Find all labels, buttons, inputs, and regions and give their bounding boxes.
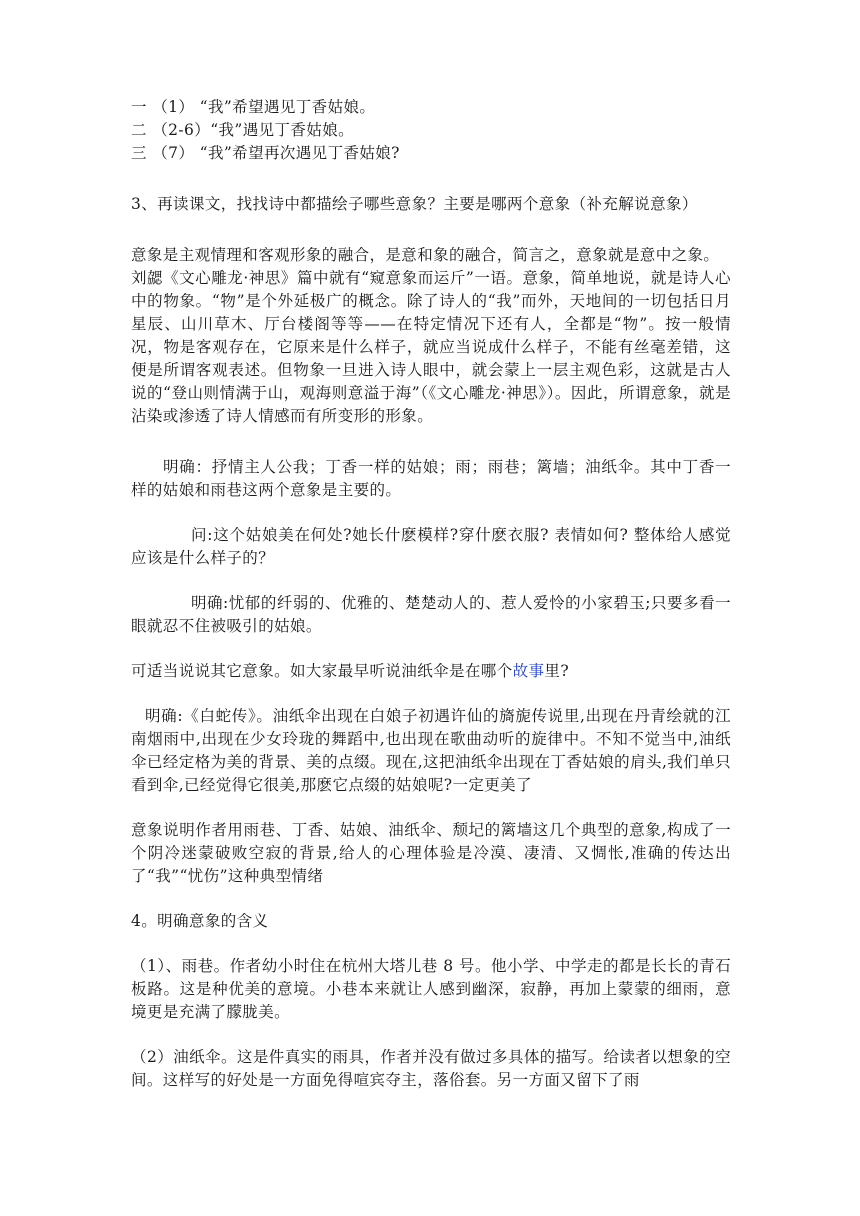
question-4-heading: 4。明确意象的含义 — [131, 912, 269, 930]
imagery-item-rain-lane: （1）、雨巷。作者幼小时住在杭州大塔儿巷 8 号。他小学、中学走的都是长长的青石板路。这是种优美的意境。小巷本来就让人感到幽深，寂静，再加上蒙蒙的细雨，意境更是充满了朦胧美。 — [131, 957, 731, 1021]
answer-white-snake: 明确:《白蛇传》。油纸伞出现在白娘子初遇许仙的旖旎传说里,出现在丹青绘就的江南烟雨中,出现在少女玲珑的舞蹈中,也出现在歌曲动听的旋律中。不知不觉当中,油纸伞已经定格为美的背景、美的点缀。现在,这把油纸伞出现在丁香姑娘的肩头,我们单只看到伞,已经觉得它很美,那麽它点缀的姑娘呢?一定更美了 — [131, 707, 731, 794]
question-girl-beauty: 问:这个姑娘美在何处?她长什麽模样?穿什麽衣服? 表情如何? 整体给人感觉应该是什么样子的？ — [131, 526, 731, 567]
question-3-heading: 3、再读课文，找找诗中都描绘子哪些意象？主要是哪两个意象（补充解说意象） — [131, 195, 698, 213]
outline-item-1: 一 （1） “我”希望遇见丁香姑娘。 — [131, 98, 376, 116]
imagery-definition-paragraph: 意象是主观情理和客观形象的融合，是意和象的融合，简言之，意象就是意中之象。 — [131, 246, 720, 264]
liu-xie-paragraph: 刘勰《文心雕龙·神思》篇中就有“窥意象而运斤”一语。意象，简单地说，就是诗人心中的物象。“物”是个外延极广的概念。除了诗人的“我”而外，天地间的一切包括日月星辰、山川草木、厅台楼阁等等——在特定情况下还有人，全都是“物”。按一般情况，物是客观存在，它原来是什么样子，就应当说成什么样子，不能有丝毫差错，这便是所谓客观表述。但物象一旦进入诗人眼中，就会蒙上一层主观色彩，这就是古人说的“登山则情满于山，观海则意溢于海”（《文心雕龙·神思》）。因此，所谓意象，就是沾染或渗透了诗人情感而有所变形的形象。 — [131, 269, 731, 425]
answer-imagery-list: 明确：抒情主人公我；丁香一样的姑娘；雨；雨巷；篱墙；油纸伞。其中丁香一样的姑娘和雨巷这两个意象是主要的。 — [131, 458, 731, 499]
document-page — [131, 96, 731, 1092]
imagery-summary-paragraph: 意象说明作者用雨巷、丁香、姑娘、油纸伞、颓圮的篱墙这几个典型的意象,构成了一个阴冷迷蒙破败空寂的背景,给人的心理体验是冷漠、凄清、又惆怅,准确的传达出了“我”“忧伤”这种典型情绪 — [131, 821, 731, 885]
prompt-other-imagery — [131, 660, 731, 683]
outline-item-3: 三 （7） “我”希望再次遇见丁香姑娘? — [131, 144, 400, 162]
answer-girl-beauty: 明确:忧郁的纤弱的、优雅的、楚楚动人的、惹人爱怜的小家碧玉;只要多看一眼就忍不住被吸引的姑娘。 — [131, 594, 731, 635]
prompt-text-after: 里? — [544, 662, 570, 680]
imagery-item-umbrella: （2）油纸伞。这是件真实的雨具，作者并没有做过多具体的描写。给读者以想象的空间。这样写的好处是一方面免得喧宾夺主，落俗套。另一方面又留下了雨 — [131, 1048, 731, 1089]
outline-item-2: 二 （2-6）“我”遇见丁香姑娘。 — [131, 121, 355, 139]
prompt-text-before: 可适当说说其它意象。如大家最早听说油纸伞是在哪个 — [131, 662, 513, 680]
story-link[interactable]: 故事 — [512, 662, 545, 680]
